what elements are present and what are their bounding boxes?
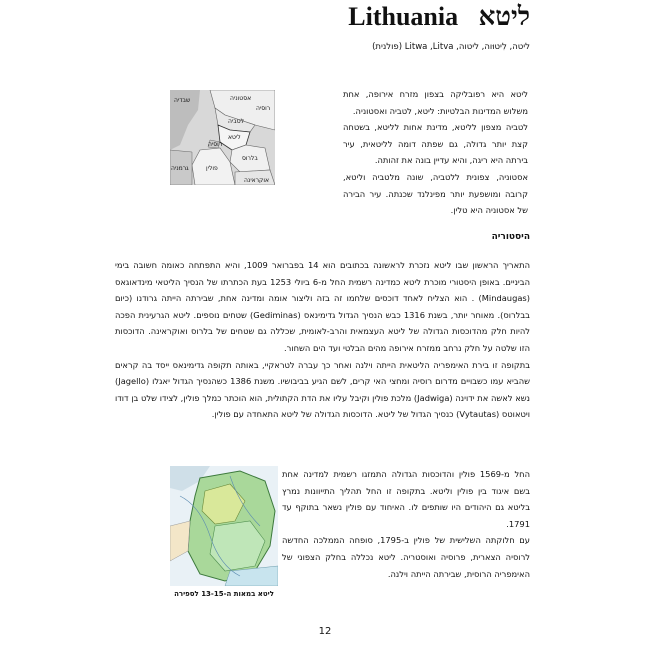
history-heading: היסטוריה	[491, 232, 530, 242]
map1-label-lithuania: ליטא	[228, 134, 241, 141]
history-paragraph: בתקופה זו בירת האימפריה הליטאית הייתה וילנה ואחר כך עברה לטראקיי, באותה תקופה גדימינאס ייסד בה קראים שהביא עמו כשבויים מדרום רוסיה ומחצי האי קרים, לשם הגיע בביבושיו. משנת 1386 כשהנסיך הגדול יאגלו (Jagello) נשא לאשה את ידוינה (Jadwiga) מלכת פולין וקיבל עליו את הדת הקתולית, הוא הוכתר כמלך פולין, לצידו שלט בן דודו ויטאוטס (Vytautas) כנסיך הגדול של ליטא. הדוכסות הגדולה של ליטא התאחדה עם פולין.	[115, 359, 530, 420]
map1-label-latvia: לטביה	[228, 118, 245, 125]
medieval-lithuania-map	[170, 466, 278, 586]
map1-label-belarus: בלרוס	[242, 155, 258, 162]
map1-label-estonia: אסטוניה	[230, 95, 252, 102]
history-paragraph: התאריך הראשון שבו ליטא נזכרת לראשונה בכתובים הוא 14 בפברואר 1009, והיא התפתחה כאומה חשובה בימי הביניים. באופן היסטורי מוכרת ליטא כמדינה רשמית החל מ-6 ביולי 1253 בעת הכתרתו של הנסיך הליטאי מינדאוגאס (Mindaugas) . הוא הצליח לאחד דוכסים שלחמו זה בזה וליצור אומה ומדינה אחת, שבירתה הייתה גרודנו (כיום בבלרוס). מאוחר יותר, בשנת 1316 כבש הנסיך הגדול גדימינאס (Gediminas) שטחים נוספים. ליטא הגרעינית הפכה להיות חלק מהדוכסות הגדולה של ליטא העצמאית והרב-לאומית, שכללה גם שטחים של בלרוס ואוקראינה. הדוכסות הזו שלטה על חלק נרחב ממזרח אירופה מהים הבלטי ועד הים השחור.	[115, 260, 530, 353]
map1-label-germany: גרמניה	[171, 165, 189, 172]
intro-text	[343, 86, 528, 219]
intro-paragraph: ליטא היא רפובליקה בצפון מזרח אירופה, אחת משלוש המדינות הבלטיות: ליטא, לטביה ואסטוניה.	[343, 89, 528, 116]
baltic-region-map	[170, 90, 275, 185]
history-text	[115, 257, 530, 423]
map1-label-russia: רוסיה	[256, 105, 271, 112]
later-history-text	[282, 466, 530, 582]
intro-paragraph: אסטוניה, צפונית ללטביה, שונה מלטביה וליטא, קרובה ומושפעת יותר מפינלנד שכנתה. עיר הבירה של אסטוניה היא טלין.	[343, 171, 528, 216]
page-title	[348, 2, 530, 32]
map1-label-sweden: שבדיה	[174, 97, 191, 104]
later-paragraph: עם חלוקתה השלישית של פולין ב-1795, סופחה הממלכה החדשה לרוסיה הצארית, פרוסיה ואוסטריה. ליטא נכללה בחלק הצפוני של האימפריה הרוסית, שבירתה הייתה וילנה.	[282, 535, 530, 579]
map1-label-russia-kaliningrad: רוסיה	[208, 141, 223, 148]
later-paragraph: החל מ-1569 פולין והדוכסות הגדולה התמזגו רשמית למדינה אחת בשם איגוד בין פולין וליטא. בתקופה זו החל תהליך התייוונות נמרץ בליטא גם היהודים היו שותפים לו. האיחוד עם פולין נשאר בתוקף עד 1791.	[282, 469, 530, 529]
title-latin: Lithuania	[348, 2, 459, 31]
map2-caption: ליטא במאות ה-13-15 לספירה	[174, 590, 274, 598]
page-subtitle: ליטה, לִיטוּוה, ליטוה, Litwa ,Litva (פולנית)	[372, 42, 530, 52]
map1-label-ukraine: אוקראינה	[244, 177, 269, 184]
title-hebrew: ליטא	[478, 2, 530, 31]
intro-paragraph: לטביה מצפון לליטא, מדינת אחות לליטא, בשטחה קצת יותר גדולה, גם שפתה דומה לליטאית, עיר בירתה היא ריגה, והיא עדיין בונה את זהותה.	[343, 122, 528, 166]
page-number: 12	[318, 626, 332, 637]
map1-label-poland: פולין	[206, 165, 218, 172]
